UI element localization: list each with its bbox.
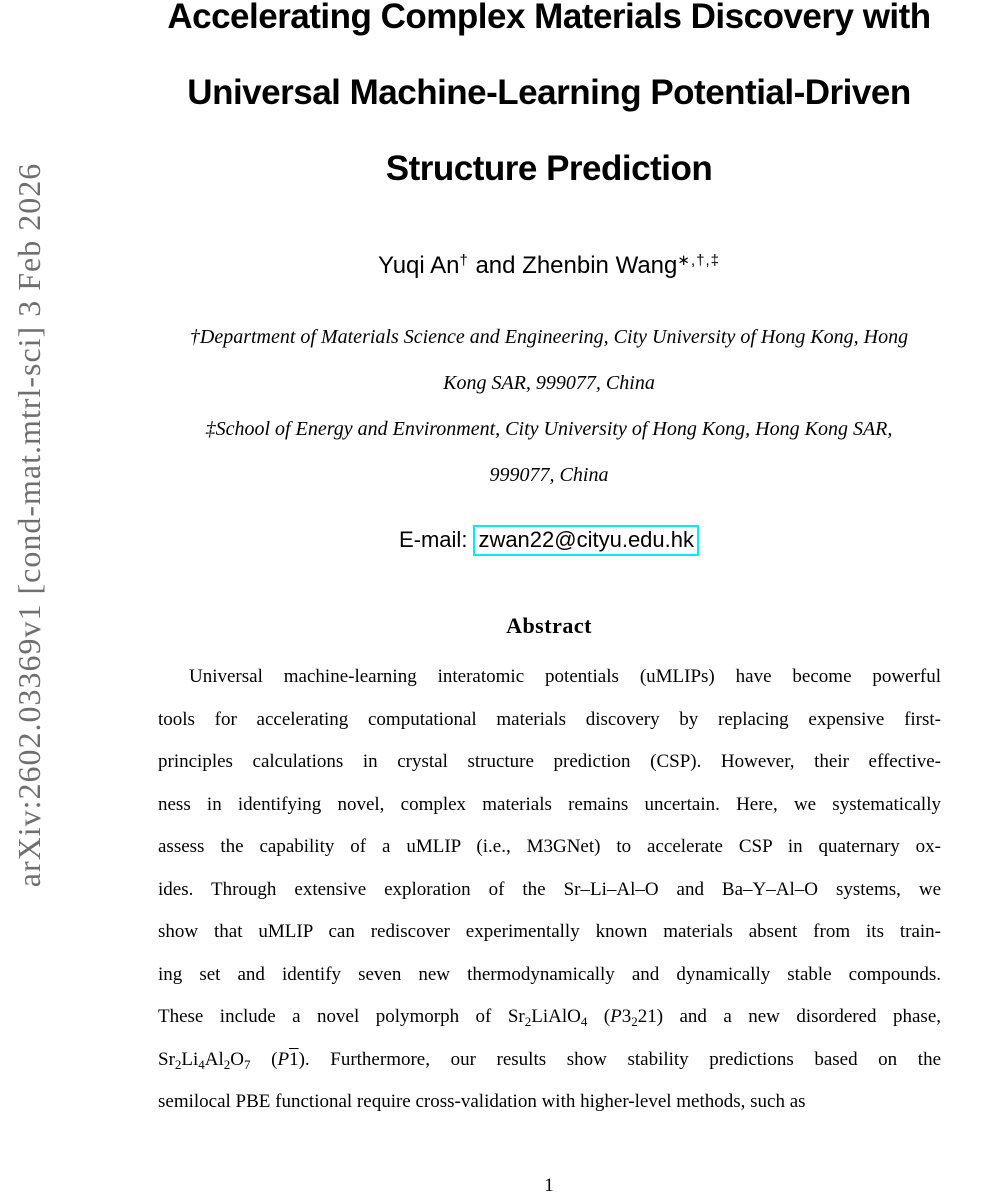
- byline: [112, 251, 986, 280]
- abstract-line: ides. Through extensive exploration of the Sr–Li–Al–O and Ba–Y–Al–O systems, we: [158, 878, 941, 900]
- abstract-line: Universal machine-learning interatomic potentials (uMLIPs) have become powerful: [189, 666, 941, 687]
- abstract-line: ness in identifying novel, complex materials remains uncertain. Here, we systematically: [158, 793, 941, 815]
- affiliation-line: Kong SAR, 999077, China: [443, 372, 655, 394]
- email-link[interactable]: zwan22@cityu.edu.hk: [473, 525, 699, 556]
- author-2-superscript: ∗,†,‡: [677, 252, 720, 269]
- author-conjunction: and: [468, 252, 523, 279]
- author-1-superscript: †: [459, 252, 469, 269]
- abstract-line: tools for accelerating computational materials discovery by replacing expensive first-: [158, 708, 941, 730]
- abstract-line: semilocal PBE functional require cross-validation with higher-level methods, such as: [158, 1091, 806, 1112]
- abstract-line: These include a novel polymorph of $Sr_2LiAlO_4$ $(P3_221)$ and a new disordered phase,: [158, 1006, 941, 1029]
- author-2: Zhenbin Wang: [522, 252, 678, 279]
- abstract-line: $Sr_2Li_4Al_2O_7$ (P1). Furthermore, our results show stability predictions based on the: [158, 1048, 941, 1072]
- title-line-2: Universal Machine-Learning Potential-Driven: [187, 73, 911, 112]
- abstract-line: show that uMLIP can rediscover experimentally known materials absent from its train-: [158, 921, 941, 942]
- affiliation-line: ‡School of Energy and Environment, City University of Hong Kong, Hong Kong SAR,: [205, 418, 893, 440]
- paper-title: [112, 0, 986, 207]
- author-1: Yuqi An: [378, 252, 460, 279]
- affiliation-line: 999077, China: [489, 464, 609, 486]
- abstract-line: assess the capability of a uMLIP (i.e., M3GNet) to accelerate CSP in quaternary ox-: [158, 836, 941, 857]
- arxiv-banner: arXiv:2602.03369v1 [cond-mat.mtrl-sci] 3 Feb 2026: [11, 162, 47, 888]
- page-number: 1: [544, 1175, 554, 1196]
- abstract-line: ing set and identify seven new thermodynamically and dynamically stable compounds.: [158, 963, 941, 985]
- title-line-1: Accelerating Complex Materials Discovery with: [167, 0, 931, 36]
- abstract-body: [158, 656, 941, 1124]
- contact-line: [112, 525, 986, 556]
- abstract-heading: Abstract: [506, 613, 592, 638]
- affiliation-line: †Department of Materials Science and Engineering, City University of Hong Kong, Hong: [189, 326, 909, 348]
- abstract-line: principles calculations in crystal structure prediction (CSP). However, their effective-: [158, 751, 941, 772]
- title-line-3: Structure Prediction: [385, 149, 713, 188]
- email-label: E-mail:: [398, 527, 468, 552]
- affiliations: [112, 314, 986, 498]
